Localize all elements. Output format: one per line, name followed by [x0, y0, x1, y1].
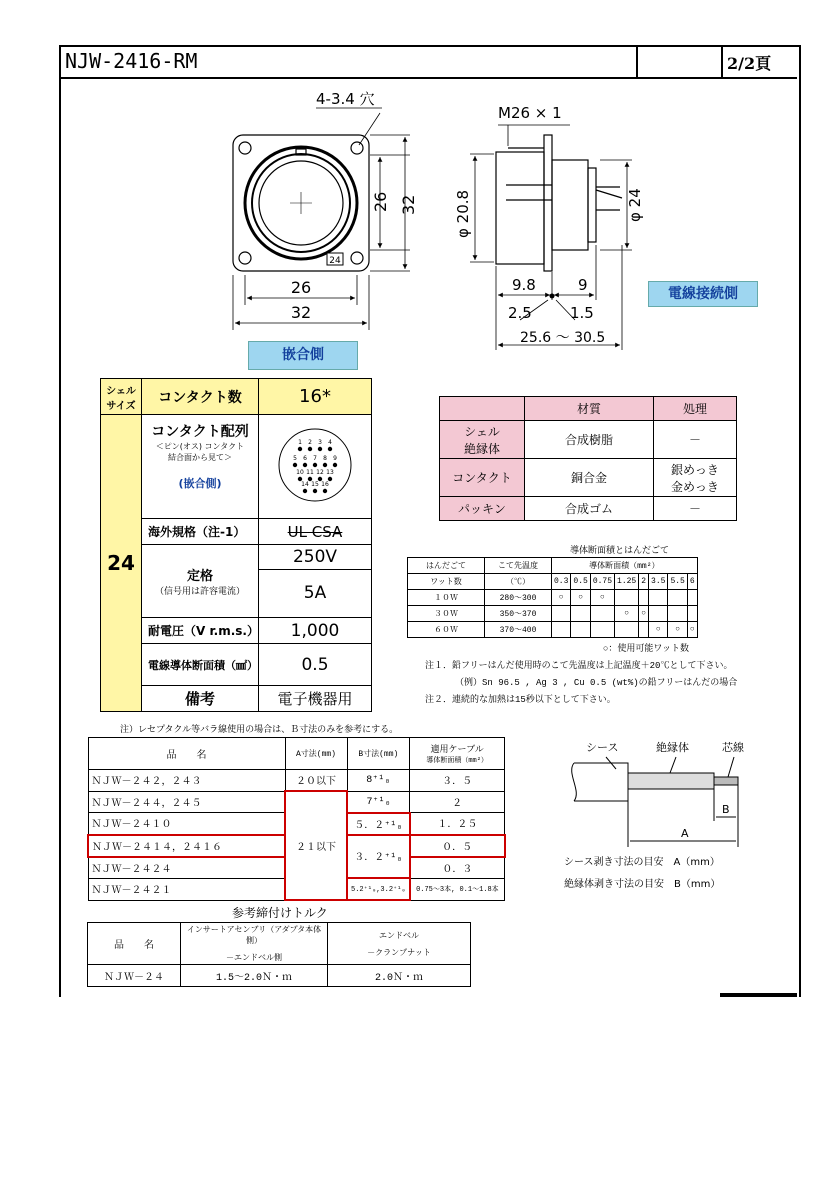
svg-text:φ 20.8: φ 20.8: [454, 189, 472, 238]
contact-pin: [333, 462, 337, 466]
solder-row: １０Ｗ 280～300 ○ ○ ○: [408, 590, 698, 606]
connector-drawing: [0, 0, 835, 380]
contact-pin: [313, 462, 317, 466]
contact-count: 16*: [259, 379, 372, 415]
solder-row: ３０Ｗ 350～370 ○ ○: [408, 606, 698, 622]
contact-pin: [323, 462, 327, 466]
wire-side-label: 電線接続側: [648, 281, 758, 307]
contact-pin: [323, 488, 327, 492]
cable-note: 注）レセプタクル等バラ線使用の場合は、Ｂ寸法のみを参考にする。: [120, 725, 399, 735]
document-title: NJW-2416-RM: [65, 49, 198, 73]
solder-title: 導体断面積とはんだごて: [570, 546, 670, 556]
svg-text:32: 32: [290, 303, 312, 322]
pin-label: 3: [318, 438, 322, 446]
svg-text:芯線: 芯線: [722, 741, 744, 754]
withstand-voltage: 1,000: [259, 618, 372, 644]
contact-pin: [308, 446, 312, 450]
torque-table: 品 名 インサートアセンブリ（アダプタ本体側） －エンドベル側 エンドベル －クランプナット ＮＪＷ－２４ 1.5～2.0Ｎ・ｍ 2.0Ｎ・ｍ: [87, 922, 471, 987]
bottom-bar: [720, 993, 797, 997]
pin-label: 15: [311, 480, 319, 488]
svg-text:9: 9: [578, 276, 588, 294]
pin-label: 6: [303, 454, 307, 462]
svg-text:φ 24: φ 24: [626, 188, 644, 222]
thread-label: M26 × 1: [498, 104, 562, 122]
pin-label: 4: [328, 438, 332, 446]
wire-area: 0.5: [259, 644, 372, 686]
pin-label: 12: [316, 468, 324, 476]
svg-text:シース: シース: [586, 741, 619, 754]
pin-label: 1: [298, 438, 302, 446]
solder-table: はんだごて こて先温度 導体断面積（mm²） ワット数 （℃） 0.3 0.5 0.75 1.25 2 3.5 5.5 6 １０Ｗ 280～300 ○ ○ ○ ３０Ｗ 350～370 ○ ○ ６０Ｗ 370～400 ○ ○ ○: [407, 557, 698, 638]
svg-text:シース剥き寸法の目安 A（mm）: シース剥き寸法の目安 A（mm）: [564, 857, 720, 868]
pin-label: 9: [333, 454, 337, 462]
pin-label: 16: [321, 480, 329, 488]
pin-label: 10: [296, 468, 304, 476]
contact-pin: [298, 446, 302, 450]
page-number: 2/2頁: [727, 54, 772, 73]
material-table: 材質 処理 シェル 絶縁体 合成樹脂 － コンタクト 銅合金 銀めっき 金めっき パッキン 合成ゴム －: [439, 396, 737, 521]
svg-text:26: 26: [371, 191, 390, 212]
pin-label: 7: [313, 454, 317, 462]
pin-label: 14: [301, 480, 309, 488]
cable-strip-diagram: [556, 735, 756, 890]
pin-label: 8: [323, 454, 327, 462]
mating-side-label: 嵌合側: [248, 341, 358, 370]
contact-pin: [313, 488, 317, 492]
svg-text:B: B: [722, 803, 730, 816]
svg-text:2.5: 2.5: [508, 304, 532, 322]
svg-text:26: 26: [290, 278, 312, 297]
pin-label: 2: [308, 438, 312, 446]
svg-text:25.6 ～ 30.5: 25.6 ～ 30.5: [520, 330, 606, 346]
contact-pin: [303, 488, 307, 492]
side-body: [496, 152, 544, 264]
svg-text:9.8: 9.8: [512, 276, 536, 294]
cable-table: 品 名 A寸法(mm) B寸法(mm) 適用ケーブル 導体断面積（mm²） ＮＪＷ－２４２，２４３ ２０以下 8⁺¹₀ ３．５ ＮＪＷ－２４４，２４５ ２１以下 7⁺¹₀ ２ ＮＪＷ－２４１０ ５．２⁺¹₀ １．２５ ＮＪＷ－２４１４，２４１６ ３．２⁺¹₀ ０．５ ＮＪＷ－２４２４ ０．３ ＮＪＷ－２４２１ 5.2⁺¹₀,3.2⁺¹₀ 0.75～3本, 0.1～1.8本: [87, 737, 506, 901]
svg-text:1.5: 1.5: [570, 304, 594, 322]
contact-layout-diagram: [275, 425, 355, 505]
pin-label: 5: [293, 454, 297, 462]
solder-row: ６０Ｗ 370～400 ○ ○ ○: [408, 622, 698, 638]
contact-pin: [318, 446, 322, 450]
rating-voltage: 250V: [259, 545, 371, 570]
face-number: 24: [329, 256, 341, 266]
contact-pin: [328, 446, 332, 450]
torque-title: 参考締付けトルク: [232, 906, 328, 920]
remarks: 電子機器用: [259, 686, 372, 712]
contact-pin: [293, 462, 297, 466]
pin-label: 11: [306, 468, 314, 476]
spec-table: シェル サイズ コンタクト数 16* 24 コンタクト配列 ＜ピン(オス) コンタクト 結合面から見て＞ (嵌合側) 1 2 3 4 5 6 7 8 9 10 11 12 13 14 15 16 海外規格（注-1） UL CSA 定格 （信号用は許容電流） 250V 5A 耐電圧（V r.m.s.） 1,000 電線導体断面積（㎟） 0.5 備考 電子機器用: [100, 378, 372, 712]
svg-text:絶縁体剥き寸法の目安 B（mm）: 絶縁体剥き寸法の目安 B（mm）: [564, 879, 721, 890]
overseas-standard: UL CSA: [259, 519, 372, 545]
pin-label: 13: [326, 468, 334, 476]
hole-label: 4-3.4 穴: [316, 90, 375, 108]
rating-current: 5A: [303, 583, 327, 603]
svg-text:絶縁体: 絶縁体: [656, 741, 689, 754]
shell-size: 24: [101, 415, 142, 712]
svg-text:A: A: [681, 827, 689, 840]
svg-text:32: 32: [399, 194, 418, 215]
contact-pin: [303, 462, 307, 466]
